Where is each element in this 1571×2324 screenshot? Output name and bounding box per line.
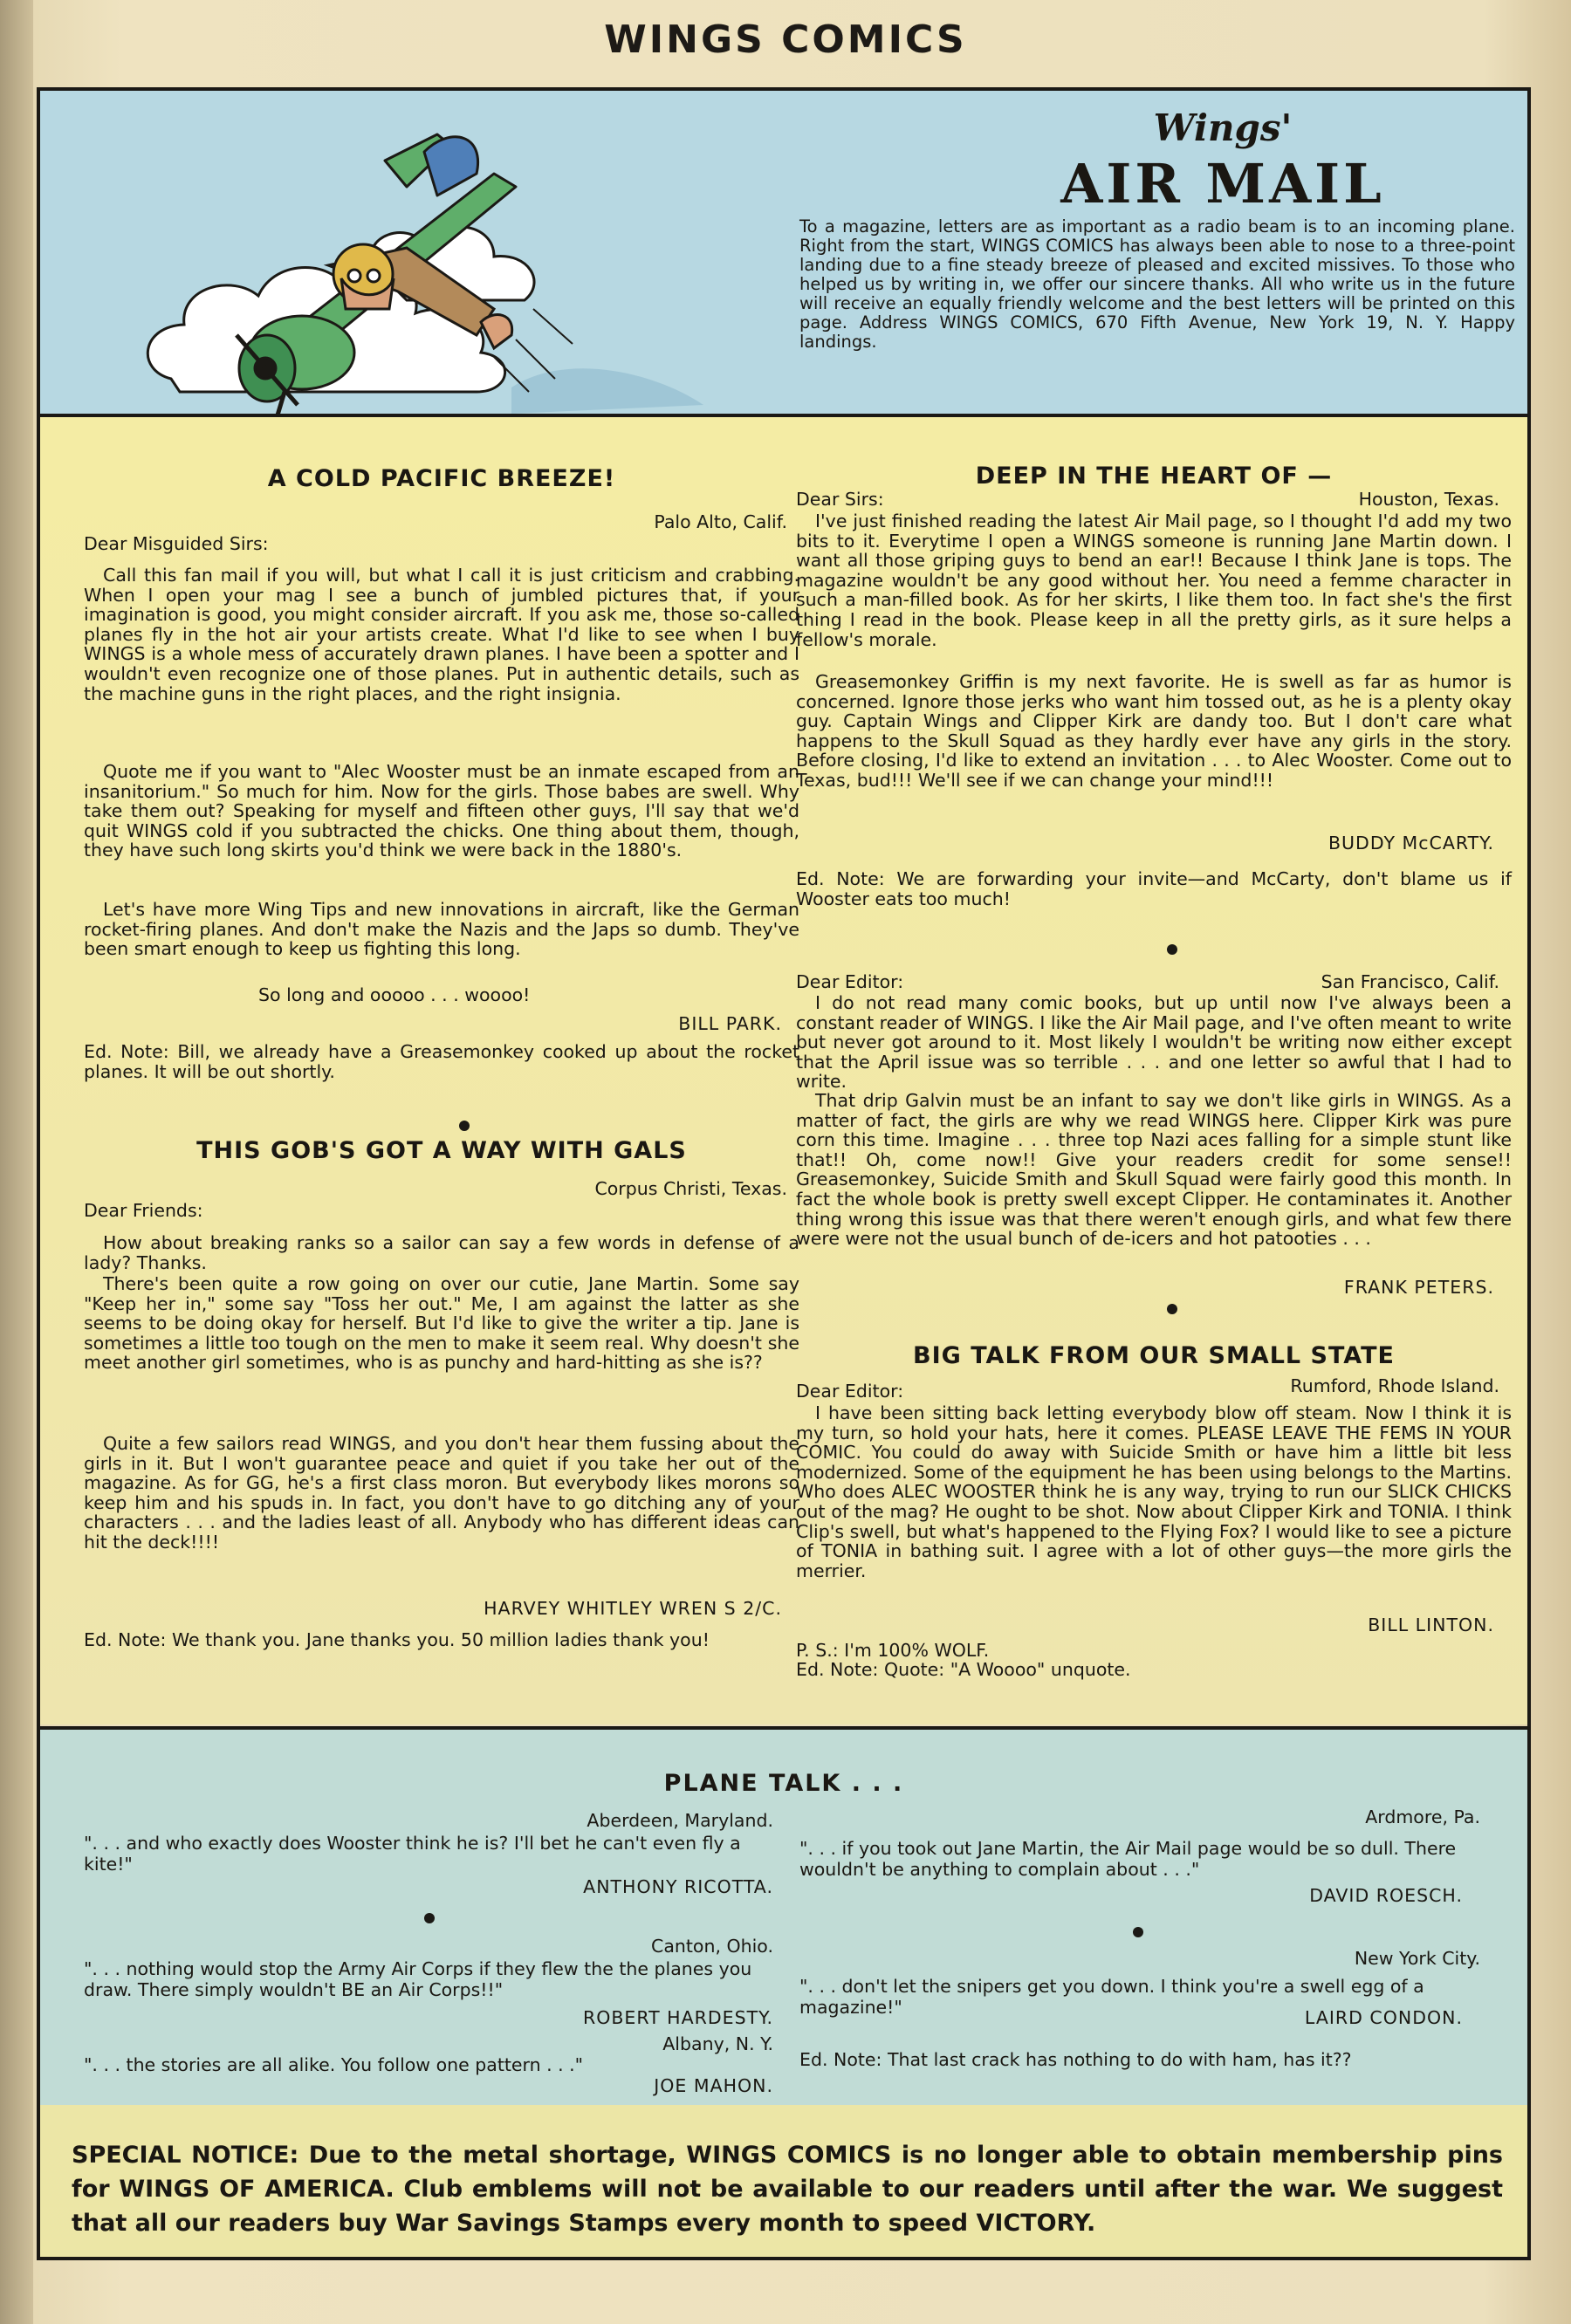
quote-place: Albany, N. Y.	[662, 2033, 773, 2054]
letter-signature: BILL PARK.	[678, 1013, 782, 1034]
letter-salutation: Dear Misguided Sirs:	[84, 533, 269, 554]
quote-signature: JOE MAHON.	[654, 2075, 773, 2096]
letter-salutation: Dear Sirs:	[796, 489, 884, 510]
plane-talk-title: PLANE TALK . . .	[663, 1770, 904, 1797]
letter-paragraph: That drip Galvin must be an infant to say we don't like girls in WINGS. As a matter of fact, the girls are why we read WINGS here. Clipper Kirk was pure corn this time. Imagine . . . three top Nazi aces falling for a simple stunt like that!! Oh, come now!! Give your readers credit for some sense!! Greasemonkey, Suicide Smith and Skull Squad were fairly good this month. In fact the whole book is pretty swell except Clipper. He contaminates it. Another thing wrong this issue was that there weren't enough girls, and what few there were were not the usual bunch of de-icers and hot patooties . . .	[796, 1090, 1512, 1250]
editor-note: Ed. Note: We are forwarding your invite—and McCarty, don't blame us if Wooster eats too much!	[796, 868, 1512, 909]
editor-note: Ed. Note: Quote: "A Woooo" unquote.	[796, 1659, 1131, 1680]
letter-title: BIG TALK FROM OUR SMALL STATE	[913, 1342, 1395, 1369]
magazine-title: WINGS COMICS	[604, 17, 967, 62]
letter-place: San Francisco, Calif.	[1321, 971, 1499, 992]
quote-place: Canton, Ohio.	[651, 1936, 773, 1957]
letter-signature: BUDDY McCARTY.	[1327, 833, 1494, 854]
letter-place: Corpus Christi, Texas.	[594, 1178, 787, 1199]
page-frame	[37, 87, 1531, 2260]
quote-text: ". . . don't let the snipers get you down. I think you're a swell egg of a magazine!"	[799, 1976, 1424, 2018]
quote-text: ". . . the stories are all alike. You follow one pattern . . ."	[84, 2054, 584, 2075]
letter-paragraph: Quite a few sailors read WINGS, and you don't hear them fussing about the girls in it. But I won't guarantee peace and quiet if you take her out of the magazine. As for GG, he's a first class moron. But everybody likes morons so keep him and his spuds in. In fact, you don't have to go ditching any of your characters . . . and the ladies least of all. Anybody who has different ideas can hit the deck!!!!	[84, 1433, 799, 1553]
letter-salutation: Dear Editor:	[796, 1381, 904, 1402]
letter-paragraph: Quote me if you want to "Alec Wooster must be an inmate escaped from an insanitorium." So much for him. Now for the girls. Those babes are swell. Why take them out? Speaking for myself and fifteen other guys, I'll say that we'd quit WINGS cold if you subtracted the chicks. One thing about them, though, they have such long skirts you'd think we were back in the 1880's.	[84, 761, 799, 861]
letter-salutation: Dear Friends:	[84, 1200, 203, 1221]
letter-place: Palo Alto, Calif.	[654, 511, 787, 532]
quote-signature: DAVID ROESCH.	[1309, 1885, 1463, 1906]
letter-paragraph: Greasemonkey Griffin is my next favorite. He is swell as far as humor is concerned. Ignore those jerks who want him tossed out, as he is a plenty okay guy. Captain Wings and Clipper Kirk are dandy too. But I don't care what happens to the Skull Squad as they hardly ever have any girls in the story. Before closing, I'd like to extend an invitation . . . to Alec Wooster. Come out to Texas, bud!!! We'll see if we can change your mind!!!	[796, 671, 1512, 791]
intro-text: To a magazine, letters are as important as a radio beam is to an incoming plane. Right from the start, WINGS COMICS has always been able to nose to a three-point landing due to a fine steady breeze of pleased and excited missives. To those who helped us by writing in, we offer our sincere thanks. All who write us in the future will receive an equally friendly welcome and the best letters will be printed on this page. Address WINGS COMICS, 670 Fifth Avenue, New York 19, N. Y. Happy landings.	[799, 216, 1515, 352]
letter-paragraph: Call this fan mail if you will, but what I call it is just criticism and crabbing. When I open your mag I see a bunch of jumbled pictures that, if your imagination is good, you might consider aircraft. If you ask me, those so-called planes fly in the hot air your artists create. What I'd like to see when I buy WINGS is a whole mess of accurately drawn planes. I have been a spotter and I wouldn't even recognize one of those planes. Put in authentic details, such as the machine guns in the right places, and the right insignia.	[84, 565, 799, 704]
letter-paragraph: I do not read many comic books, but up until now I've always been a constant reader of WINGS. I like the Air Mail page, and I've often meant to write but never got around to it. Most likely I wouldn't be writing now either except that the April issue was so terrible . . . and one letter so awful that I had to write.	[796, 992, 1512, 1093]
quote-text: ". . . nothing would stop the Army Air Corps if they flew the the planes you draw. There simply wouldn't BE an Air Corps!!"	[84, 1958, 752, 2000]
quote-signature: ANTHONY RICOTTA.	[583, 1876, 773, 1897]
letter-title: THIS GOB'S GOT A WAY WITH GALS	[196, 1137, 687, 1164]
letter-paragraph: I've just finished reading the latest Air Mail page, so I thought I'd add my two bits to it. Everytime I open a WINGS someone is running Jane Martin down. I want all those griping guys to bend an ear!! Because I think Jane is tops. The magazine wouldn't be any good without her. You need a femme character in such a man-filled book. As for her skirts, I like them too. In fact she's the first thing I read in the book. Please keep in all the pretty girls, as it sure helps a fellow's morale.	[796, 511, 1512, 650]
editor-note: Ed. Note: Bill, we already have a Greasemonkey cooked up about the rocket planes. It will be out shortly.	[84, 1041, 799, 1082]
quote-signature: ROBERT HARDESTY.	[582, 2007, 773, 2028]
quote-text: ". . . if you took out Jane Martin, the Air Mail page would be so dull. There wouldn't be anything to complain about . . ."	[799, 1838, 1457, 1880]
letter-signoff: So long and ooooo . . . woooo!	[258, 984, 531, 1005]
brand-air-mail: AIR MAIL	[1060, 152, 1385, 216]
letter-signature: HARVEY WHITLEY WREN S 2/C.	[484, 1598, 782, 1619]
page-spine	[0, 0, 33, 2324]
quote-place: Aberdeen, Maryland.	[587, 1810, 773, 1831]
letter-paragraph: I have been sitting back letting everybody blow off steam. Now I think it is my turn, so hold your hats, here it comes. PLEASE LEAVE THE FEMS IN YOUR COMIC. You could do away with Suicide Smith or have him a little bit less modernized. Some of the equipment he has been using belongs to the Martins. Who does ALEC WOOSTER think he is any way, trying to run our SLICK CHICKS out of the mag? He ought to be shot. Now about Clipper Kirk and TONIA. I think Clip's swell, but what's happened to the Flying Fox? I would like to see a picture of TONIA in bathing suit. I agree with a lot of other guys—the more girls the merrier.	[796, 1402, 1512, 1581]
brand-wings: Wings'	[1153, 106, 1293, 149]
letter-salutation: Dear Editor:	[796, 971, 904, 992]
letter-signature: BILL LINTON.	[1368, 1614, 1494, 1635]
letter-place: Houston, Texas.	[1358, 489, 1499, 510]
special-notice: SPECIAL NOTICE: Due to the metal shortage, WINGS COMICS is no longer able to obtain membership pins for WINGS OF AMERICA. Club emblems will not be available to our readers until after the war. We suggest that all our readers buy War Savings Stamps every month to speed VICTORY.	[72, 2142, 1503, 2237]
letter-paragraph: How about breaking ranks so a sailor can say a few words in defense of a lady? Thanks.	[84, 1232, 799, 1273]
quote-signature: LAIRD CONDON.	[1304, 2007, 1463, 2028]
letter-paragraph: There's been quite a row going on over our cutie, Jane Martin. Some say "Keep her in," some say "Toss her out." Me, I am against the latter as she seems to be doing okay for herself. But I'd like to give the writer a tip. Jane is sometimes a little too tough on the men to make it seem real. Why doesn't she meet another girl sometimes, who is as punchy and hard-hitting as she is??	[84, 1273, 799, 1374]
letter-place: Rumford, Rhode Island.	[1290, 1375, 1499, 1396]
quote-place: New York City.	[1354, 1948, 1480, 1969]
quote-place: Ardmore, Pa.	[1365, 1806, 1480, 1827]
quote-text: ". . . and who exactly does Wooster think he is? I'll bet he can't even fly a kite!"	[84, 1833, 741, 1875]
letter-title: A COLD PACIFIC BREEZE!	[267, 465, 616, 492]
letter-paragraph: Let's have more Wing Tips and new innovations in aircraft, like the German rocket-firing planes. And don't make the Nazis and the Japs so dumb. They've been smart enough to keep us fighting this long.	[84, 899, 799, 960]
editor-note: Ed. Note: We thank you. Jane thanks you. 50 million ladies thank you!	[84, 1629, 710, 1650]
letter-postscript: P. S.: I'm 100% WOLF.	[796, 1640, 990, 1661]
letter-signature: FRANK PETERS.	[1343, 1277, 1494, 1298]
letter-title: DEEP IN THE HEART OF —	[975, 463, 1333, 490]
editor-note: Ed. Note: That last crack has nothing to do with ham, has it??	[799, 2049, 1352, 2070]
